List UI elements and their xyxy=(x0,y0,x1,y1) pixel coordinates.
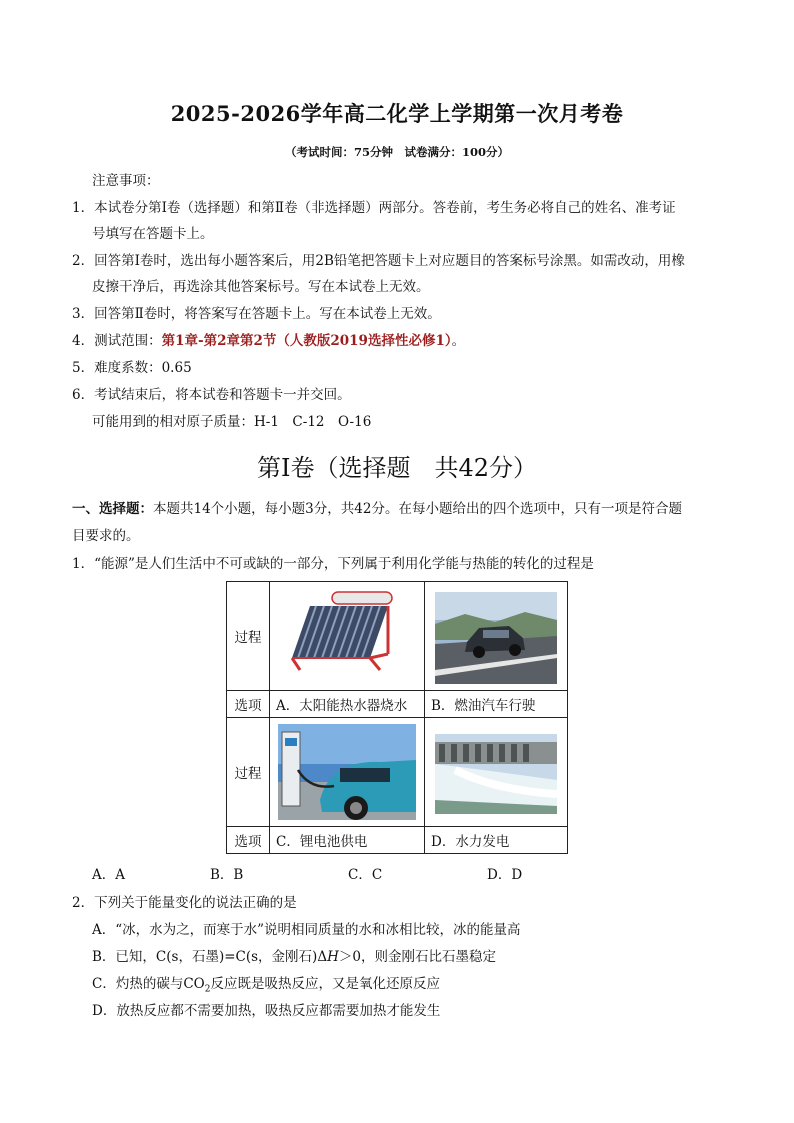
note-text: 考试结束后，将本试卷和答题卡一并交回。 xyxy=(94,387,351,403)
q2-choice-c xyxy=(92,974,440,1000)
enthalpy-symbol: H xyxy=(327,949,339,965)
note-4 xyxy=(72,331,465,351)
row-label: 过程 xyxy=(227,582,270,691)
note-number: 2． xyxy=(72,253,95,269)
row-label: 过程 xyxy=(227,718,270,827)
note-1 xyxy=(72,198,676,218)
q1-choice-c: C．C xyxy=(348,867,383,883)
choice-text: B．已知，C(s，石墨)=C(s，金刚石)Δ xyxy=(92,949,328,965)
note-number: 6． xyxy=(72,387,95,403)
section-title: 第Ⅰ卷（选择题 共42分） xyxy=(256,454,538,482)
row-label: 选项 xyxy=(227,827,270,854)
note-text: 本试卷分第Ⅰ卷（选择题）和第Ⅱ卷（非选择题）两部分。答卷前，考生务必将自己的姓名、准考证 xyxy=(94,200,676,216)
image-cell-d xyxy=(425,718,568,827)
atomic-mass: 可能用到的相对原子质量：H-1 C-12 O-16 xyxy=(92,414,372,430)
part1-label: 一、选择题： xyxy=(72,501,153,517)
image-cell-c xyxy=(270,718,425,827)
option-a: A．太阳能热水器烧水 xyxy=(270,691,425,718)
solar-water-heater-image xyxy=(270,584,424,688)
choice-text: ＞0，则金刚石比石墨稳定 xyxy=(338,949,496,965)
q2-choice-d: D．放热反应都不需要加热，吸热反应都需要加热才能发生 xyxy=(92,1003,441,1019)
q2-stem: 2．下列关于能量变化的说法正确的是 xyxy=(72,895,297,911)
note-3 xyxy=(72,304,441,324)
option-c: C．锂电池供电 xyxy=(270,827,425,854)
exam-subtitle: （考试时间：75分钟 试卷满分：100分） xyxy=(284,145,509,159)
note-1-cont: 号填写在答题卡上。 xyxy=(92,226,214,242)
part1-text: 本题共14个小题，每小题3分，共42分。在每小题给出的四个选项中，只有一项是符合题 xyxy=(153,501,682,517)
image-cell-b xyxy=(425,582,568,691)
choice-text: 反应既是吸热反应，又是氧化还原反应 xyxy=(210,976,440,992)
option-d: D．水力发电 xyxy=(425,827,568,854)
choice-text: C．灼热的碳与CO xyxy=(92,976,205,992)
note-number: 5． xyxy=(72,360,95,376)
q1-stem: 1．“能源”是人们生活中不可或缺的一部分，下列属于利用化学能与热能的转化的过程是 xyxy=(72,556,594,572)
q1-choice-b: B．B xyxy=(210,867,244,883)
q1-choice-a: A．A xyxy=(92,867,125,883)
note-suffix: 。 xyxy=(451,333,466,349)
note-text: 回答第Ⅰ卷时，选出每小题答案后，用2B铅笔把答题卡上对应题目的答案标号涂黑。如需改动，用橡 xyxy=(94,253,685,269)
note-number: 1． xyxy=(72,200,95,216)
note-prefix: 测试范围： xyxy=(94,333,162,349)
hydro-dam-image xyxy=(425,720,567,824)
notes-heading: 注意事项： xyxy=(92,173,160,189)
part1-instructions-cont: 目要求的。 xyxy=(72,528,140,544)
note-2-cont: 皮擦干净后，再选涂其他答案标号。写在本试卷上无效。 xyxy=(92,279,430,295)
exam-title: 2025-2026学年高二化学上学期第一次月考卷 xyxy=(170,101,624,126)
q2-choice-a: A．“冰，水为之，而寒于水”说明相同质量的水和冰相比较，冰的能量高 xyxy=(92,922,521,938)
note-text: 回答第Ⅱ卷时，将答案写在答题卡上。写在本试卷上无效。 xyxy=(94,306,441,322)
subscript: 2 xyxy=(204,984,211,995)
note-number: 4． xyxy=(72,333,95,349)
note-text: 难度系数：0.65 xyxy=(94,360,192,376)
q2-choice-b xyxy=(92,947,496,967)
test-scope: 第1章-第2章第2节（人教版2019选择性必修1） xyxy=(161,333,452,349)
note-6 xyxy=(72,385,351,405)
q1-choice-d: D．D xyxy=(487,867,523,883)
car-driving-image xyxy=(425,584,567,688)
row-label: 选项 xyxy=(227,691,270,718)
note-number: 3． xyxy=(72,306,95,322)
note-5 xyxy=(72,358,192,378)
ev-charging-image xyxy=(270,720,424,824)
image-cell-a xyxy=(270,582,425,691)
note-2 xyxy=(72,251,685,271)
q1-table xyxy=(226,581,568,854)
part1-instructions xyxy=(72,499,682,519)
option-b: B．燃油汽车行驶 xyxy=(425,691,568,718)
